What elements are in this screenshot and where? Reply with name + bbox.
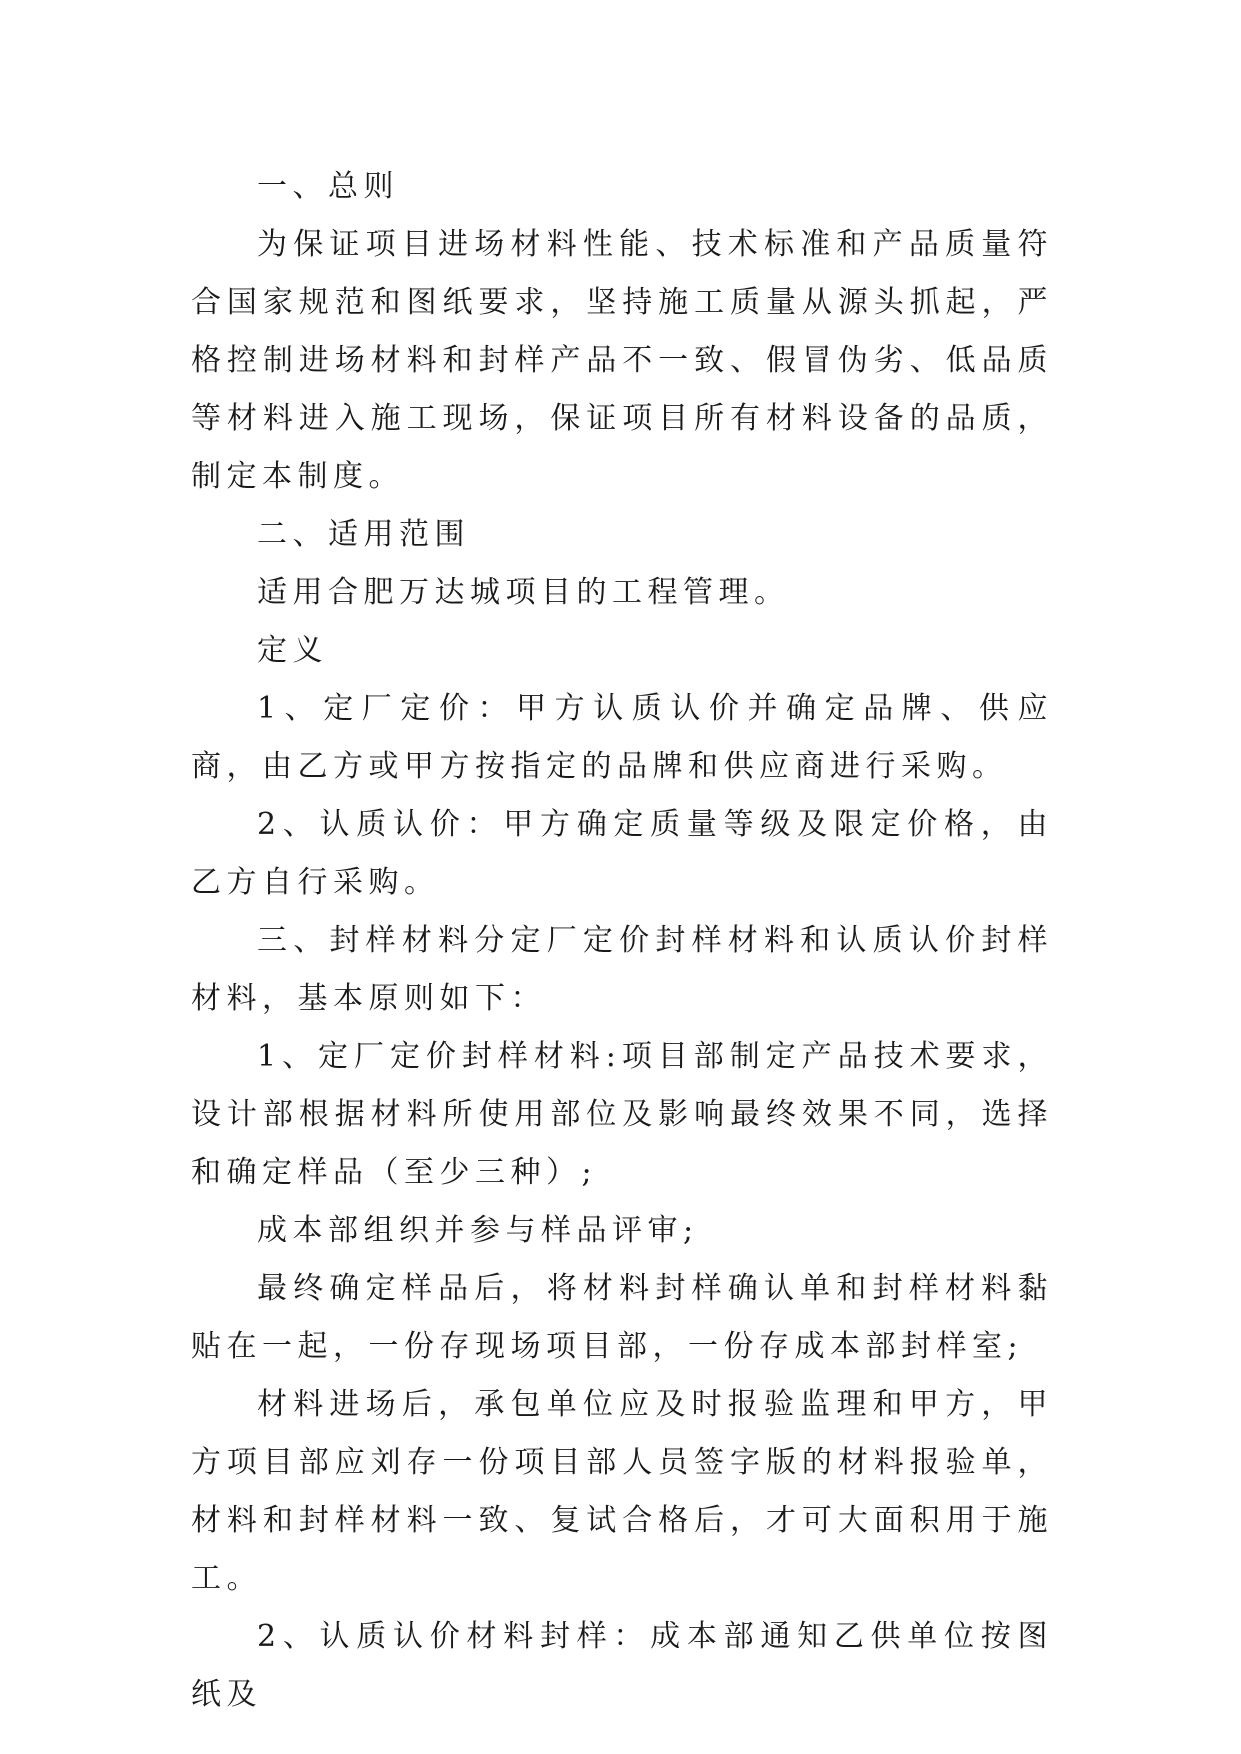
paragraph-rule-1-confirm: 最终确定样品后，将材料封样确认单和封样材料黏贴在一起，一份存现场项目部，一份存成本部封样室;: [191, 1271, 1053, 1364]
paragraph-rule-1-inspection: 材料进场后，承包单位应及时报验监理和甲方，甲方项目部应刘存一份项目部人员签字版的材料报验单，材料和封样材料一致、复试合格后，才可大面积用于施工。: [191, 1387, 1053, 1596]
section-heading-general: 一、总则: [257, 169, 399, 204]
paragraph-rule-1: 1、定厂定价封样材料:项目部制定产品技术要求，设计部根据材料所使用部位及影响最终效果不同，选择和确定样品（至少三种）;: [191, 1039, 1053, 1190]
section-heading-sealed-samples: 三、封样材料分定厂定价封样材料和认质认价封样材料，基本原则如下：: [191, 923, 1053, 1016]
paragraph-rule-1-review: 成本部组织并参与样品评审;: [257, 1213, 699, 1248]
paragraph-rule-2: 2、认质认价材料封样：成本部通知乙供单位按图纸及: [191, 1619, 1053, 1712]
paragraph-scope: 适用合肥万达城项目的工程管理。: [257, 575, 790, 610]
paragraph-purpose: 为保证项目进场材料性能、技术标准和产品质量符合国家规范和图纸要求，坚持施工质量从源头抓起，严格控制进场材料和封样产品不一致、假冒伪劣、低品质等材料进入施工现场，保证项目所有材料设备的品质，制定本制度。: [191, 227, 1053, 494]
section-heading-scope: 二、适用范围: [257, 517, 470, 552]
paragraph-definition-2: 2、认质认价：甲方确定质量等级及限定价格，由乙方自行采购。: [191, 807, 1053, 900]
section-heading-definitions: 定义: [257, 633, 328, 668]
document-body: [191, 158, 1053, 1724]
paragraph-definition-1: 1、定厂定价：甲方认质认价并确定品牌、供应商，由乙方或甲方按指定的品牌和供应商进行采购。: [191, 691, 1053, 784]
